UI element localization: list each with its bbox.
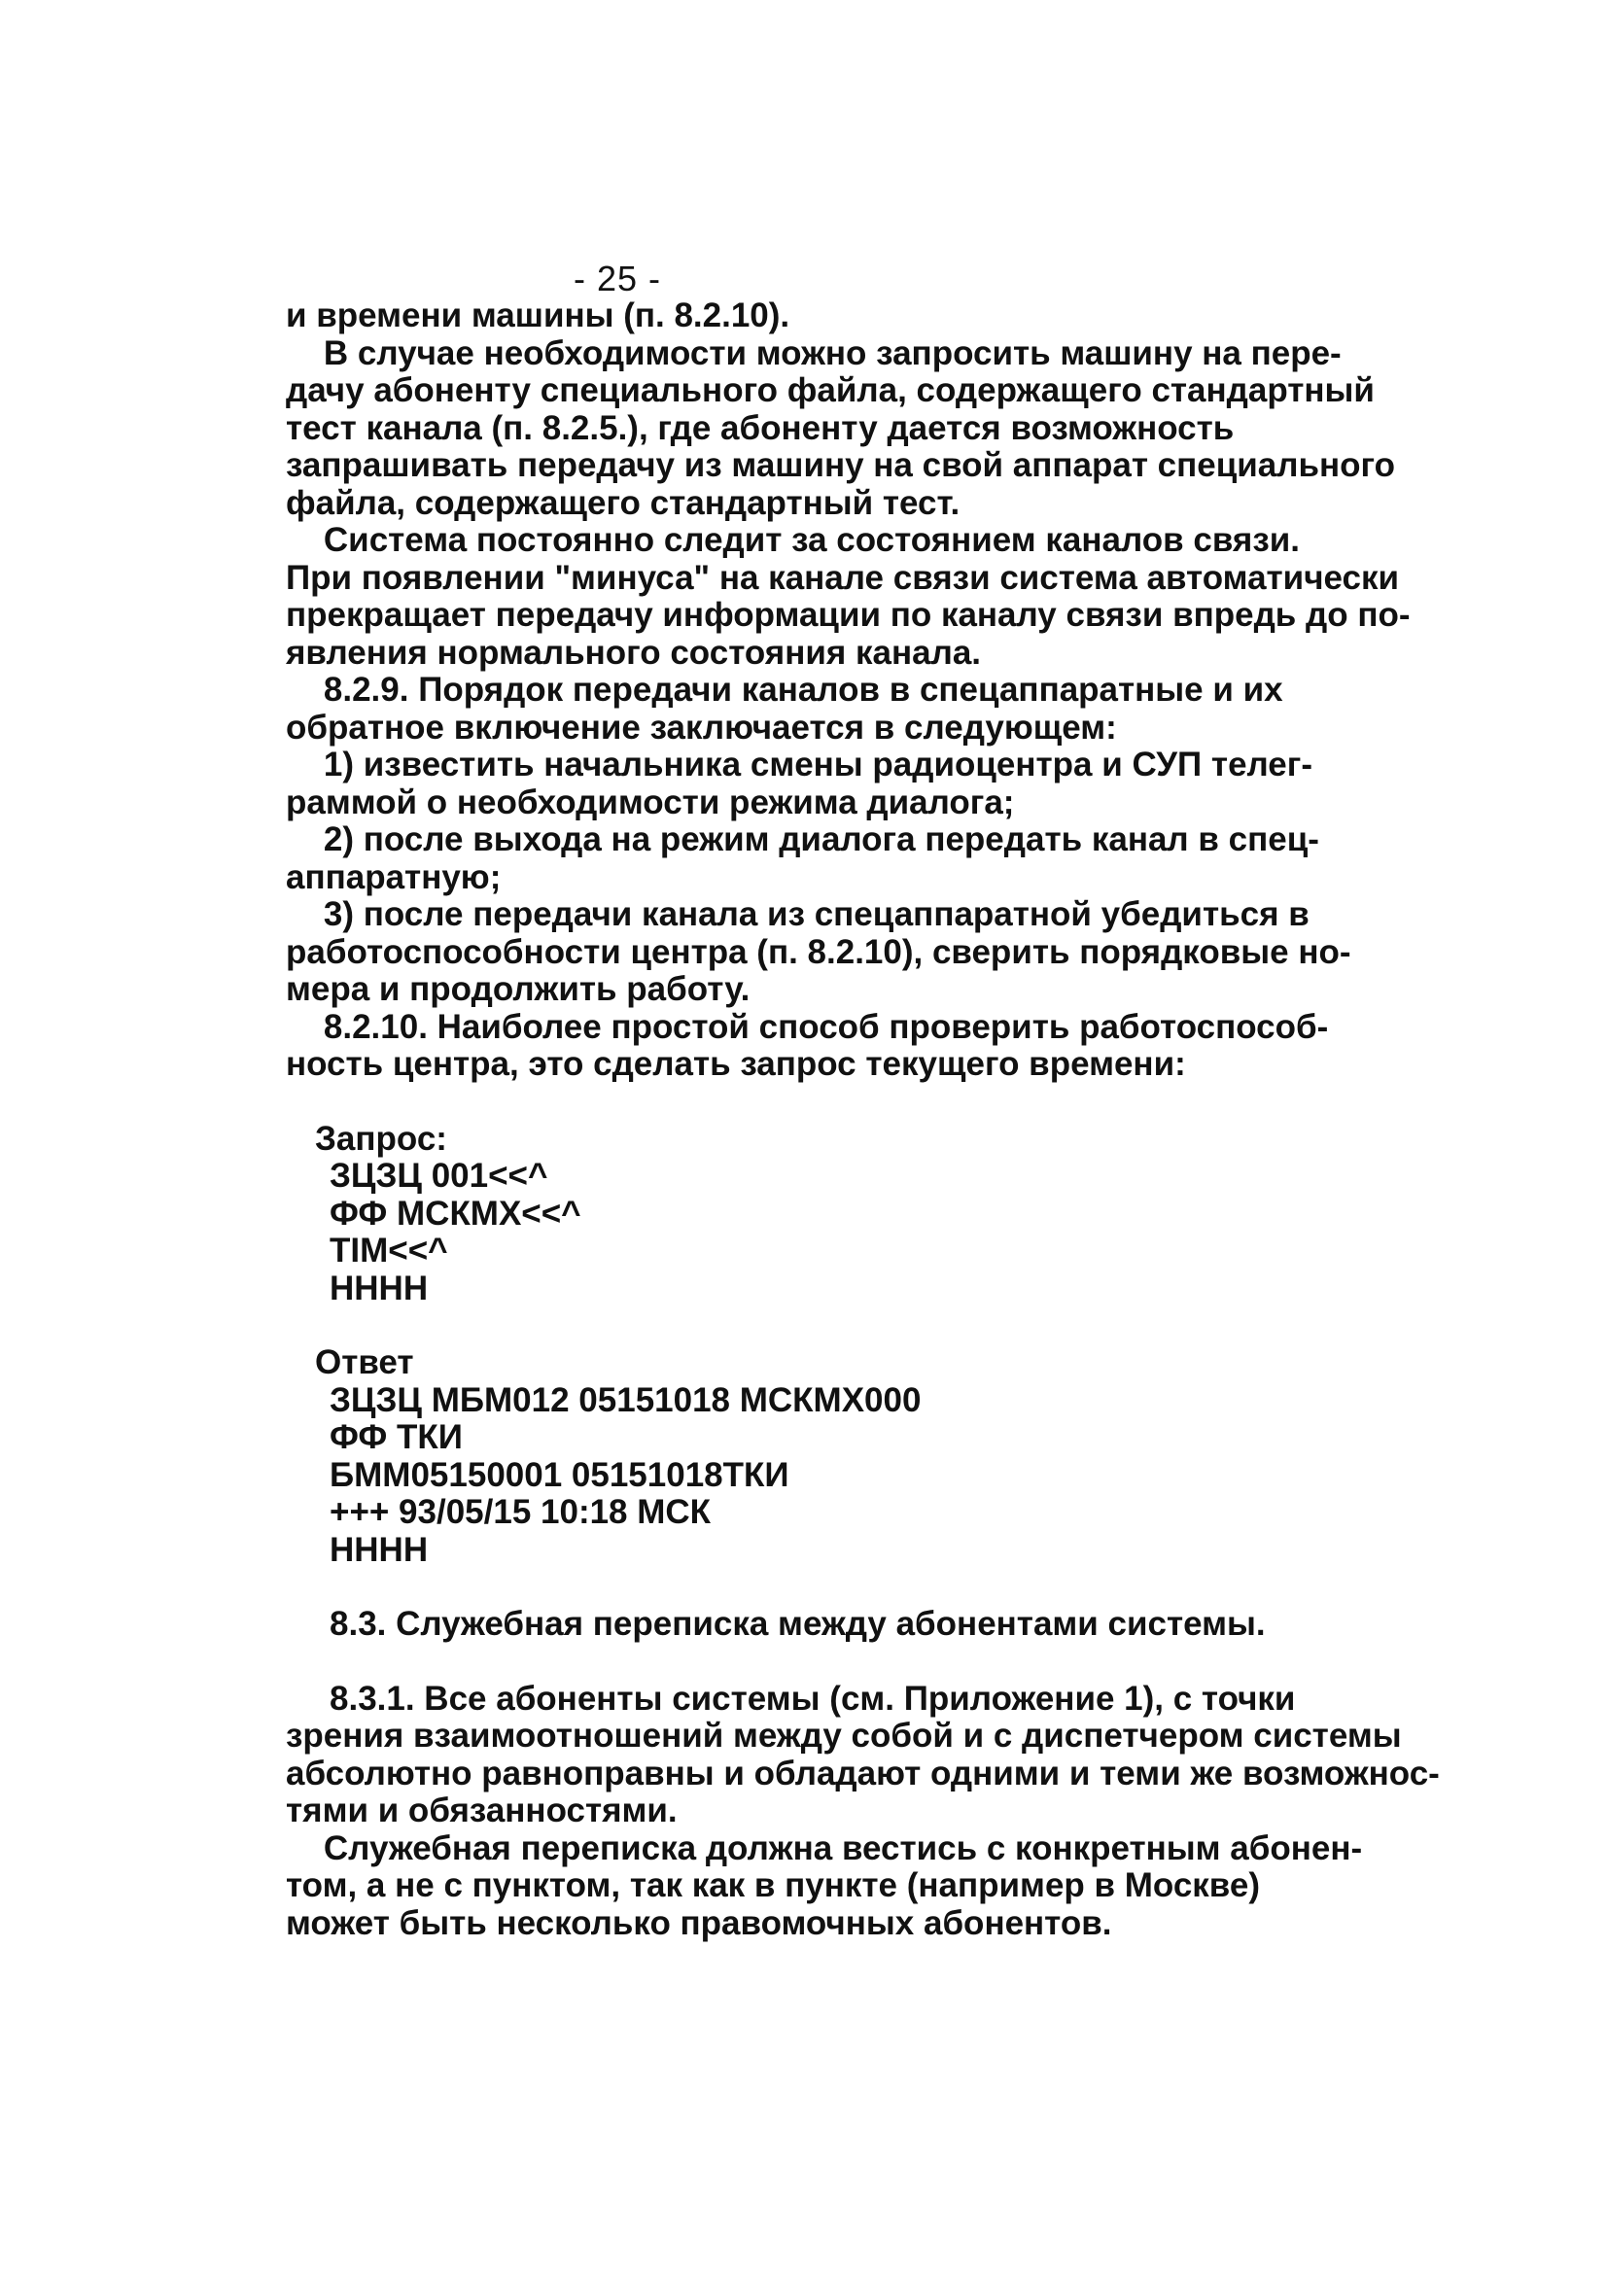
text-line: обратное включение заключается в следующем:: [286, 708, 1117, 747]
request-line: ФФ МСКМХ<<^: [330, 1194, 581, 1233]
response-line: ЗЦЗЦ МБМ012 05151018 МСКМХ000: [330, 1380, 922, 1419]
text-line: тест канала (п. 8.2.5.), где абоненту дается возможность: [286, 408, 1235, 447]
text-line: работоспособности центра (п. 8.2.10), сверить порядковые но-: [286, 932, 1351, 971]
text-line: ность центра, это сделать запрос текущего времени:: [286, 1045, 1186, 1083]
text-line: может быть несколько правомочных абонентов.: [286, 1903, 1112, 1942]
text-line: дачу абоненту специального файла, содержащего стандартный: [286, 371, 1375, 409]
text-line: 8.2.10. Наиболее простой способ проверить работоспособ-: [286, 1007, 1329, 1046]
response-line: НННН: [330, 1530, 429, 1569]
response-line: +++ 93/05/15 10:18 МСК: [330, 1493, 712, 1531]
text-line: мера и продолжить работу.: [286, 970, 751, 1008]
text-line: тями и обязанностями.: [286, 1792, 678, 1829]
request-line: НННН: [330, 1269, 429, 1307]
response-line: БММ05150001 05151018ТКИ: [330, 1455, 789, 1494]
body-text: [286, 296, 1440, 1942]
text-line: запрашивать передачу из машину на свой аппарат специального: [286, 446, 1396, 484]
text-line: прекращает передачу информации по каналу связи впредь до по-: [286, 596, 1411, 634]
request-line: ЗЦЗЦ 001<<^: [330, 1157, 548, 1195]
text-line: аппаратную;: [286, 857, 502, 896]
text-line: абсолютно равноправны и обладают одними и теми же возможнос-: [286, 1754, 1440, 1792]
request-label: Запрос:: [315, 1119, 447, 1158]
text-line: раммой о необходимости режима диалога;: [286, 783, 1015, 821]
text-line: файла, содержащего стандартный тест.: [286, 483, 961, 522]
response-block: [286, 1344, 1365, 1569]
text-line: 8.3.1. Все абоненты системы (см. Приложение 1), с точки: [330, 1679, 1296, 1718]
text-line: 2) после выхода на режим диалога передать канал в спец-: [286, 820, 1319, 858]
text-line: и времени машины (п. 8.2.10).: [286, 296, 790, 334]
page-number: - 25 -: [574, 259, 662, 298]
text-line: том, а не с пунктом, так как в пункте (например в Москве): [286, 1866, 1260, 1904]
text-line: зрения взаимоотношений между собой и с диспетчером системы: [286, 1717, 1402, 1755]
response-line: ФФ ТКИ: [330, 1418, 463, 1456]
text-line: 3) после передачи канала из спецаппаратной убедиться в: [286, 895, 1310, 933]
request-block: [286, 1121, 1365, 1308]
response-label: Ответ: [315, 1343, 414, 1381]
text-line: Система постоянно следит за состоянием каналов связи.: [286, 521, 1300, 559]
text-line: 1) известить начальника смены радиоцентра и СУП телег-: [286, 746, 1312, 783]
request-line: TIM<<^: [330, 1232, 448, 1270]
section-heading: 8.3. Служебная переписка между абонентами системы.: [330, 1605, 1266, 1643]
text-line: В случае необходимости можно запросить машину на пере-: [286, 333, 1342, 372]
text-line: Служебная переписка должна вестись с конкретным абонен-: [286, 1828, 1363, 1867]
text-line: явления нормального состояния канала.: [286, 633, 982, 672]
text-line: При появлении "минуса" на канале связи система автоматически: [286, 558, 1400, 597]
text-line: 8.2.9. Порядок передачи каналов в спецаппаратные и их: [286, 671, 1283, 709]
